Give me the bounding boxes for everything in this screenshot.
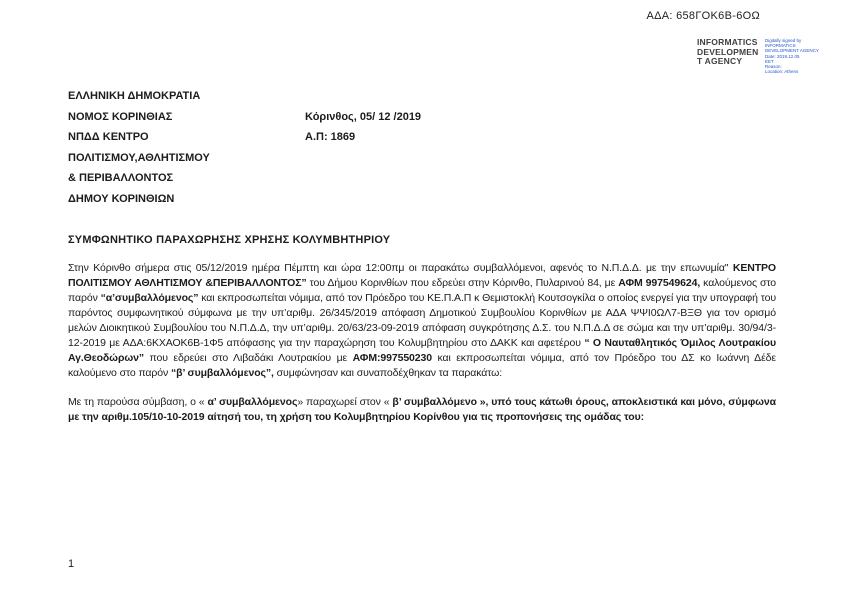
letterhead-line-prefecture: ΝΟΜΟΣ ΚΟΡΙΝΘΙΑΣ — [68, 110, 173, 123]
document-body — [68, 261, 776, 439]
digital-signature-stamp — [697, 38, 823, 74]
ada-code: ΑΔΑ: 658ΓΟΚ6Β-6ΟΩ — [646, 10, 760, 22]
signature-details: Digitally signed by INFORMATICS DEVELOPMENT AGENCY Date: 2019.12.05 EET Reason: Location: Athens — [765, 38, 819, 75]
letterhead-line-republic: ΕΛΛΗΝΙΚΗ ΔΗΜΟΚΡΑΤΙΑ — [68, 90, 201, 102]
city-date: Κόρινθος, 05/ 12 /2019 — [305, 110, 422, 123]
protocol-number: Α.Π: 1869 — [305, 131, 356, 143]
letterhead — [68, 86, 210, 209]
letterhead-line-environment: & ΠΕΡΙΒΑΛΛΟΝΤΟΣ — [68, 172, 174, 184]
body-paragraph-1: Στην Κόρινθο σήμερα στις 05/12/2019 ημέρα Πέμπτη και ώρα 12:00πμ οι παρακάτω συμβαλλόμενοι, αφενός το Ν.Π.Δ.Δ. με την επωνυμία" ΚΕΝΤΡΟ ΠΟΛΙΤΙΣΜΟΥ ΑΘΛΗΤΙΣΜΟΥ &ΠΕΡΙΒΑΛΛΟΝΤΟΣ” του Δήμου Κορινθίων που εδρεύει στην Κόρινθο, Πυλαρινού 84, με ΑΦΜ 997549624, καλούμενος στο παρόν “α’συμβαλλόμενος” και εκπροσωπείται νόμιμα, από τον Πρόεδρο του ΚΕ.Π.Α.Π κ Θεμιστοκλή Κουτσογκίλα ο οποίος ενεργεί για την υπογραφή του παρόντος συμφωνητικού σύμφωνα με την υπ’αριθμ. 26/345/2019 απόφαση Δημοτικού Συμβουλίου Κορινθίων με ΑΔΑ ΨΨΙ0ΩΛ7-ΒΞΘ για τον ορισμό μελών Διοικητικού Συμβουλίου του Ν.Π.Δ.Δ, την υπ’αριθμ. 20/63/23-09-2019 απόφαση συγκρότησης Δ.Σ. του Ν.Π.Δ.Δ σε σώμα και την υπ’αριθμ. 30/94/3-12-2019 με ΑΔΑ:6ΚΧΑΟΚ6Β-1Φ5 απόφασης για την παραχώρηση του Κολυμβητηρίου στο ΔΑΚΚ και αφετέρου “ Ο Ναυταθλητικός Όμιλος Λουτρακίου Αγ.Θεοδώρων” που εδρεύει στο Λιβαδάκι Λουτρακίου με ΑΦΜ:997550230 και εκπροσωπείται νόμιμα, από τον Πρόεδρο του ΔΣ κο Ιωάννη Δέδε καλούμενο στο παρόν “β’ συμβαλλόμενος”, συμφώνησαν και συναποδέχθηκαν τα παρακάτω: — [68, 262, 776, 379]
letterhead-line-culture: ΠΟΛΙΤΙΣΜΟΥ,ΑΘΛΗΤΙΣΜΟΥ — [68, 151, 210, 164]
letterhead-line-municipality: ΔΗΜΟΥ ΚΟΡΙΝΘΙΩΝ — [68, 192, 175, 205]
document-title: ΣΥΜΦΩΝΗΤΙΚΟ ΠΑΡΑΧΩΡΗΣΗΣ ΧΡΗΣΗΣ ΚΟΛΥΜΒΗΤΗΡΙΟΥ — [68, 234, 391, 246]
page-number: 1 — [68, 558, 75, 570]
signature-agency-name: INFORMATICS DEVELOPMEN T AGENCY — [697, 37, 759, 66]
letterhead-line-npdd: ΝΠΔΔ ΚΕΝΤΡΟ — [68, 131, 149, 143]
body-paragraph-2: Με τη παρούσα σύμβαση, ο « α’ συμβαλλόμενος» παραχωρεί στον « β’ συμβαλλόμενο », υπό τους κάτωθι όρους, αποκλειστικά και μόνο, σύμφωνα με την αριθμ.105/10-10-2019 αίτησή του, τη χρήση του Κολυμβητηρίου Κορίνθου για τις προπονήσεις της ομάδας του: — [68, 396, 776, 423]
